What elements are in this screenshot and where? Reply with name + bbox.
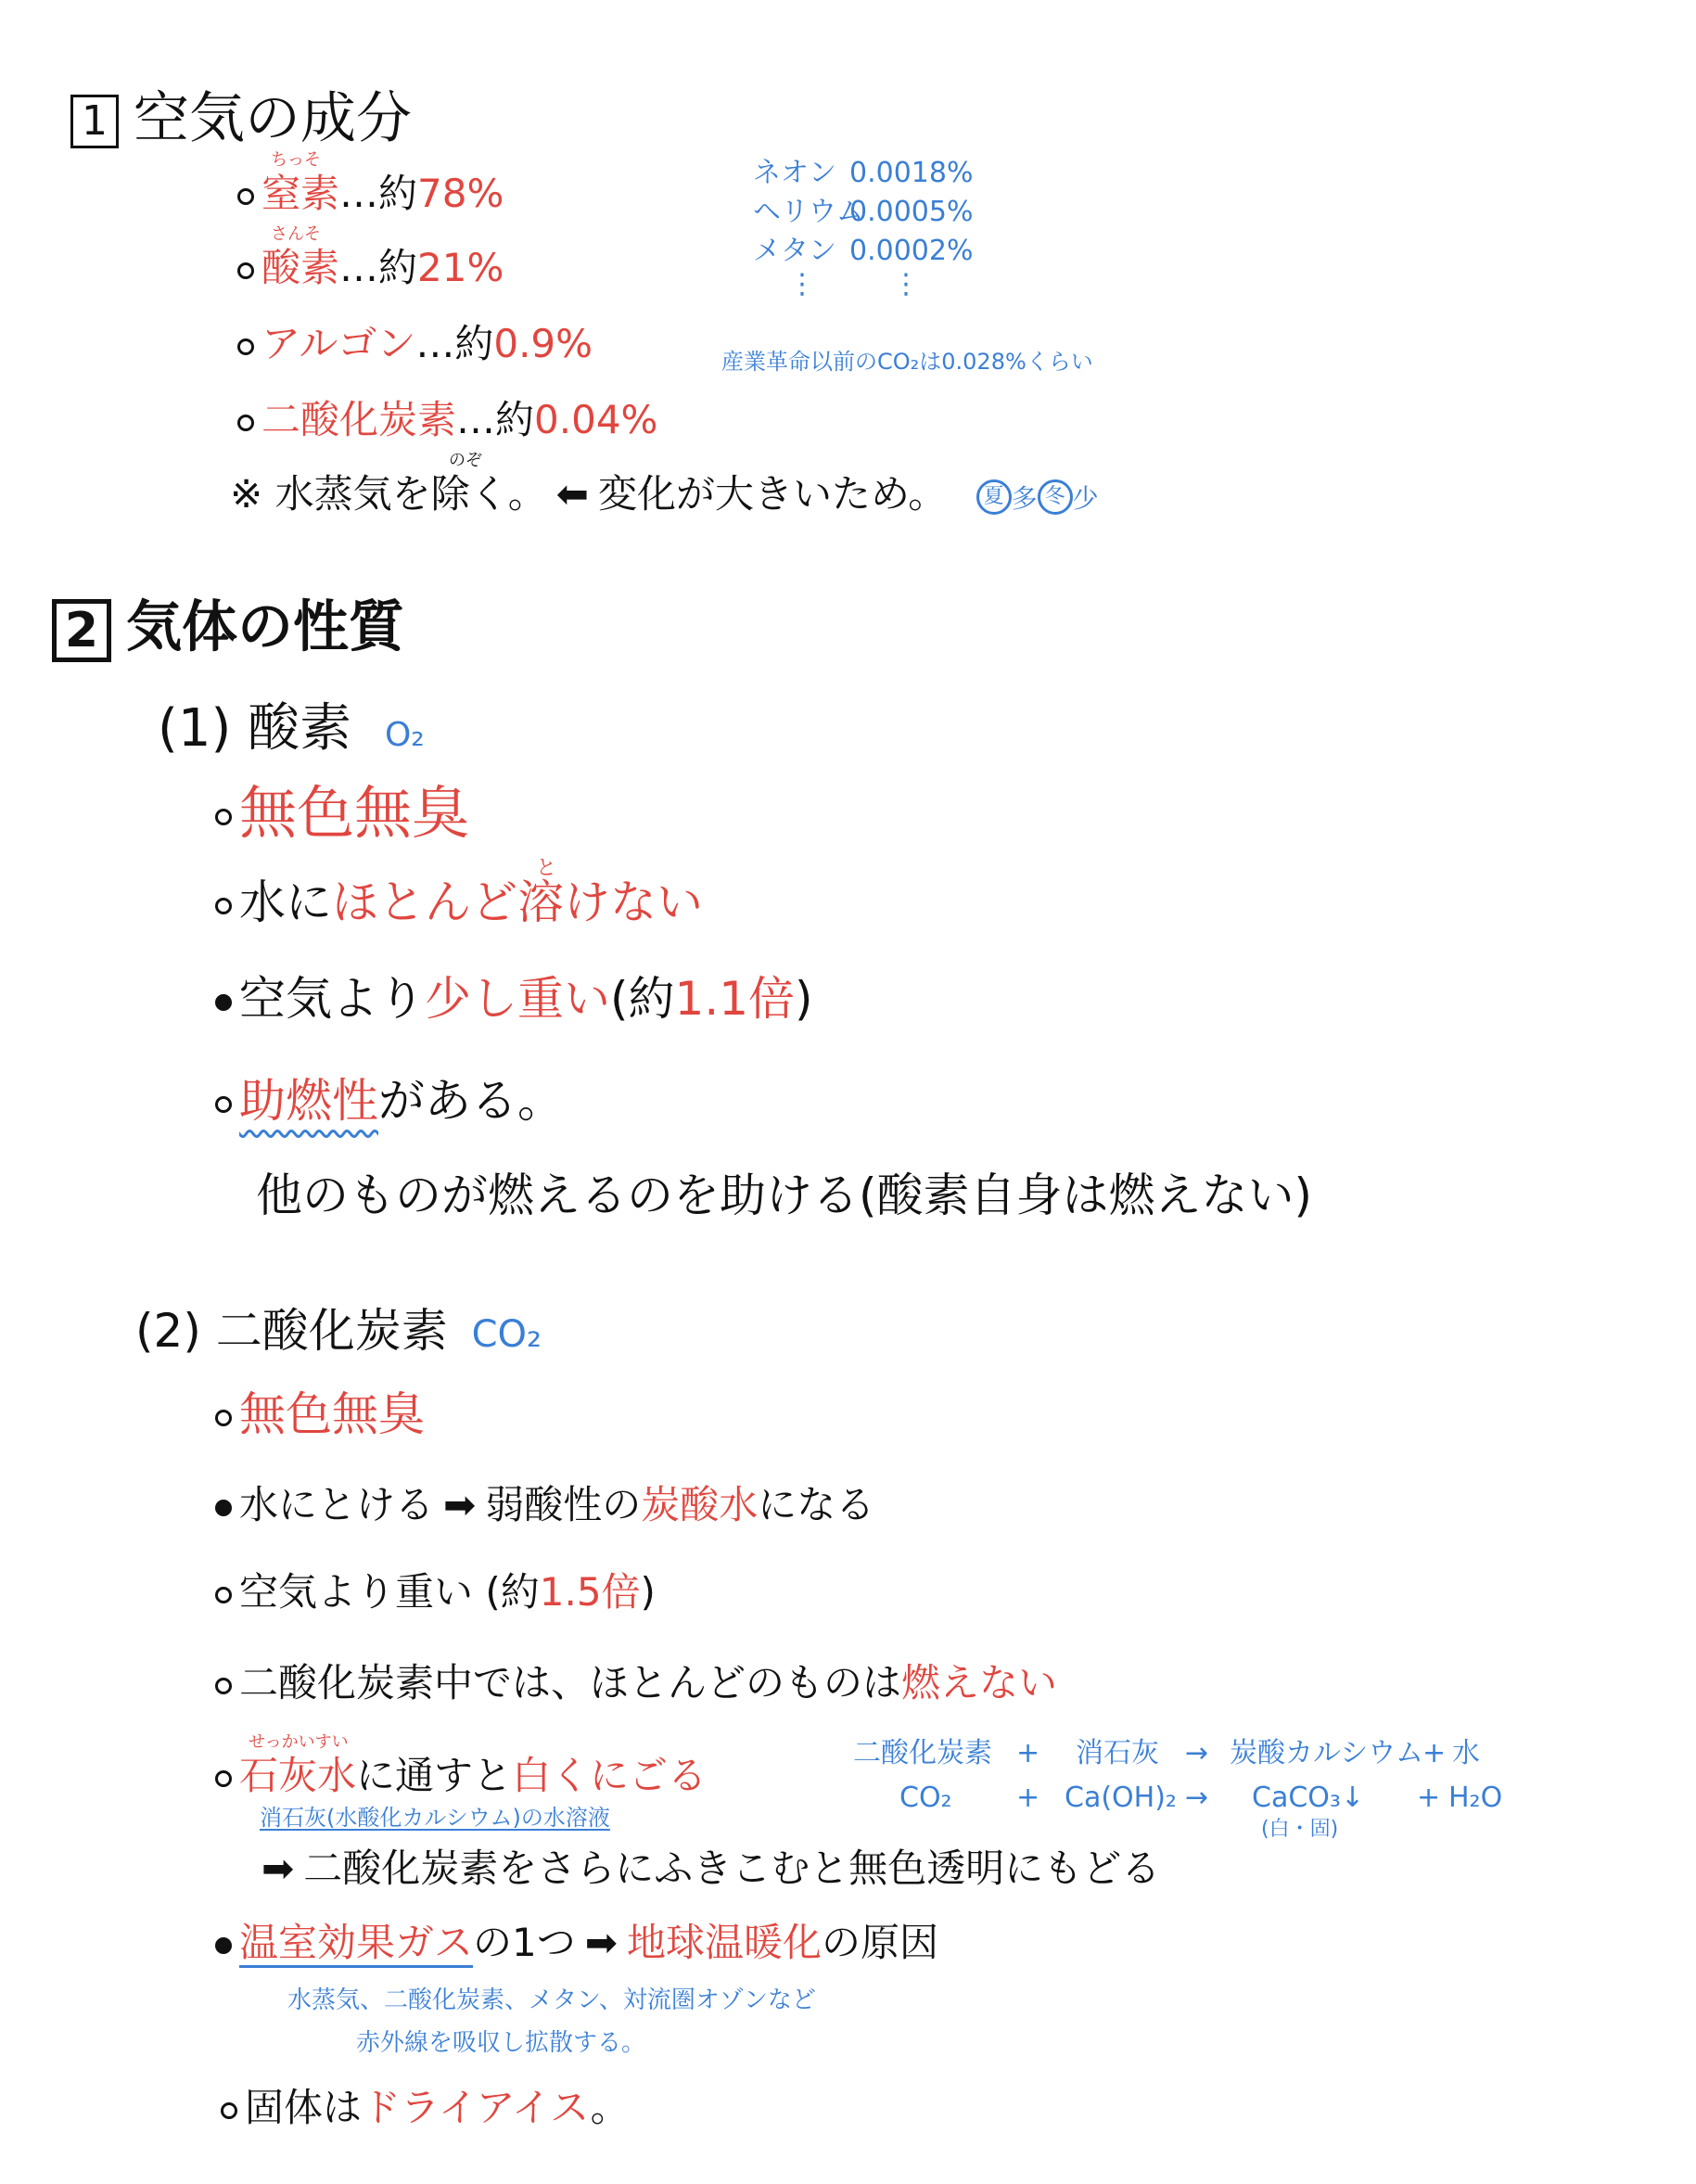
- paren-close: ): [795, 972, 813, 1026]
- greenhouse-note-1: 水蒸気、二酸化炭素、メタン、対流圏オゾンなど: [287, 1986, 816, 2014]
- arrow-right-icon: ➡: [584, 1920, 618, 1965]
- oxygen-water-label: 水に: [239, 875, 332, 929]
- co2-point-5: [215, 1732, 708, 1798]
- combustion-support: 助燃性: [239, 1074, 378, 1128]
- slightly-heavier: 少し重い: [425, 972, 610, 1026]
- approx-open: (約: [610, 972, 675, 1026]
- bullet-icon: [237, 338, 254, 355]
- co2-row: [237, 397, 658, 442]
- bullet-icon: [215, 809, 232, 825]
- co2-point-3: [215, 1569, 656, 1615]
- winter-text: 少: [1072, 483, 1099, 514]
- section2-title: 気体の性質: [126, 594, 404, 660]
- cause-text: の原因: [821, 1920, 938, 1965]
- bullet-icon: [215, 1770, 232, 1787]
- arrow-right-icon: ➡: [261, 1846, 295, 1891]
- dissolves-in-water: 水にとける: [239, 1482, 435, 1527]
- hardly-dissolves: ほとんど溶けない: [332, 875, 703, 929]
- neon-pct: 0.0018%: [849, 157, 974, 189]
- oxygen-point-2: [215, 857, 703, 929]
- oxygen-percent: 21%: [417, 245, 504, 290]
- co2-point-7: [221, 2085, 630, 2130]
- oxygen-row: [237, 224, 504, 290]
- bullet-icon: [215, 1678, 232, 1694]
- oxygen-formula: O₂: [384, 716, 425, 754]
- nitrogen-row: [237, 150, 504, 216]
- summer-text: 多: [1011, 483, 1038, 514]
- helium-pct: 0.0005%: [849, 196, 974, 228]
- bullet-icon: [215, 1410, 232, 1426]
- methane-pct: 0.0002%: [849, 235, 974, 267]
- co2-label: (2) 二酸化炭素: [135, 1304, 448, 1358]
- arrow-right-icon: ➡: [443, 1482, 477, 1527]
- note-text: 水蒸気を除く。: [274, 471, 547, 517]
- minor-dots-2: ⋮: [892, 268, 920, 300]
- bullet-icon: [215, 994, 232, 1011]
- eq-word-4: 水: [1452, 1737, 1480, 1769]
- bullet-icon: [221, 2102, 237, 2119]
- eq-word-1: 二酸化炭素: [853, 1737, 992, 1769]
- co2-point-1: [215, 1387, 425, 1441]
- bullet-icon: [215, 1937, 232, 1954]
- period: 。: [590, 2085, 630, 2130]
- co2-name: 二酸化炭素: [261, 397, 457, 442]
- argon-percent: 0.9%: [493, 321, 593, 366]
- dry-ice: ドライアイス: [362, 2085, 591, 2130]
- note-ruby: のぞ: [449, 451, 482, 470]
- bullet-icon: [215, 1096, 232, 1113]
- co2-formula: CO₂: [471, 1313, 542, 1356]
- winter-circle-icon: 冬: [1038, 479, 1073, 515]
- limewater-note: 消石灰(水酸化カルシウム)の水溶液: [260, 1805, 610, 1831]
- heavier-than-air: 空気より重い (約: [239, 1569, 540, 1615]
- weak-acid: 弱酸性の: [485, 1482, 642, 1527]
- section2-number: 2: [52, 599, 111, 662]
- in-co2-text: 二酸化炭素中では、ほとんどのものは: [239, 1660, 902, 1705]
- note-mark: ※: [230, 471, 263, 517]
- carbonated-water: 炭酸水: [641, 1482, 759, 1527]
- eq-formula-plus-2: +: [1417, 1782, 1441, 1814]
- approx-label: …約: [339, 171, 418, 216]
- oxygen-description: 他のものが燃えるのを助ける(酸素自身は燃えない): [256, 1169, 1313, 1222]
- argon-row: [237, 321, 593, 366]
- note-reason: 変化が大きいため。: [597, 471, 948, 517]
- nitrogen-ruby: ちっそ: [271, 150, 321, 170]
- eq-formula-4: H₂O: [1448, 1782, 1503, 1814]
- section2-heading: [52, 594, 404, 662]
- eq-formula-2: Ca(OH)₂: [1065, 1782, 1177, 1814]
- bullet-icon: [215, 1500, 232, 1516]
- approx-label: …約: [339, 245, 418, 290]
- global-warming: 地球温暖化: [626, 1920, 822, 1965]
- co2-more-note: [261, 1846, 1161, 1891]
- oxygen-label: (1) 酸素: [158, 698, 352, 759]
- oxygen-point-1: [215, 779, 470, 847]
- co2-colorless-odorless: 無色無臭: [239, 1387, 425, 1441]
- bullet-icon: [237, 188, 254, 205]
- section1-title: 空気の成分: [134, 86, 412, 151]
- water-vapor-note: [230, 451, 1099, 517]
- bullet-icon: [237, 415, 254, 431]
- nitrogen-percent: 78%: [417, 171, 504, 216]
- pass-through-text: に通すと: [356, 1753, 513, 1798]
- bullet-icon: [237, 262, 254, 279]
- oxygen-name: 酸素: [261, 245, 340, 290]
- methane-name: メタン: [753, 235, 836, 267]
- section1-number: 1: [70, 95, 119, 148]
- oxygen-ruby: さんそ: [271, 224, 321, 244]
- ratio-1-1: 1.1倍: [674, 972, 796, 1026]
- summer-circle-icon: 夏: [976, 479, 1012, 515]
- limewater: 石灰水: [239, 1753, 357, 1798]
- bullet-icon: [215, 1587, 232, 1603]
- approx-label: …約: [456, 397, 535, 442]
- oxygen-point-3: [215, 972, 813, 1026]
- dissolve-ruby: と: [536, 857, 557, 880]
- approx-label: …約: [415, 321, 494, 366]
- exists-text: がある。: [378, 1074, 564, 1128]
- turns-cloudy: 白くにごる: [512, 1753, 708, 1798]
- co2-point-4: [215, 1660, 1058, 1705]
- more-co2-text: 二酸化炭素をさらにふきこむと無色透明にもどる: [303, 1846, 1161, 1891]
- ratio-1-5: 1.5倍: [539, 1569, 641, 1615]
- helium-name: ヘリウム: [753, 196, 864, 228]
- than-air: 空気より: [239, 972, 425, 1026]
- minor-dots-1: ⋮: [788, 268, 816, 300]
- eq-word-2: 消石灰: [1076, 1737, 1159, 1769]
- arrow-left-icon: ⬅: [555, 471, 589, 517]
- co2-point-6: [215, 1920, 938, 1965]
- co2-point-2: [215, 1482, 875, 1527]
- eq-word-3: 炭酸カルシウム: [1230, 1737, 1423, 1769]
- co2-subheading: [135, 1304, 542, 1358]
- greenhouse-gas: 温室効果ガス: [239, 1920, 474, 1965]
- does-not-burn: 燃えない: [901, 1660, 1058, 1705]
- argon-name: アルゴン: [261, 321, 416, 366]
- eq-formula-1: CO₂: [899, 1782, 952, 1814]
- solid-is-text: 固体は: [245, 2085, 363, 2130]
- eq-formula-arrow: →: [1185, 1782, 1209, 1814]
- oxygen-subheading: [158, 698, 425, 759]
- becomes-text: になる: [758, 1482, 875, 1527]
- eq-formula-3: CaCO₃↓: [1252, 1782, 1365, 1814]
- eq-white-solid: (白・固): [1261, 1818, 1339, 1841]
- eq-formula-plus-1: +: [1016, 1782, 1040, 1814]
- section1-heading: [70, 86, 412, 151]
- one-of-text: の1つ: [473, 1920, 576, 1965]
- paren-close: ): [640, 1569, 656, 1615]
- eq-word-plus-1: +: [1016, 1737, 1040, 1769]
- preindustrial-note: 産業革命以前のCO₂は0.028%くらい: [721, 349, 1093, 375]
- greenhouse-note-2: 赤外線を吸収し拡散する。: [356, 2029, 646, 2057]
- co2-percent: 0.04%: [534, 397, 658, 442]
- nitrogen-name: 窒素: [261, 171, 340, 216]
- eq-word-plus-2: +: [1422, 1737, 1447, 1769]
- limewater-ruby: せっかいすい: [249, 1732, 349, 1752]
- eq-word-arrow: →: [1185, 1737, 1209, 1769]
- oxygen-point-4: [215, 1074, 564, 1128]
- bullet-icon: [215, 898, 232, 914]
- neon-name: ネオン: [753, 157, 836, 189]
- colorless-odorless: 無色無臭: [239, 779, 470, 847]
